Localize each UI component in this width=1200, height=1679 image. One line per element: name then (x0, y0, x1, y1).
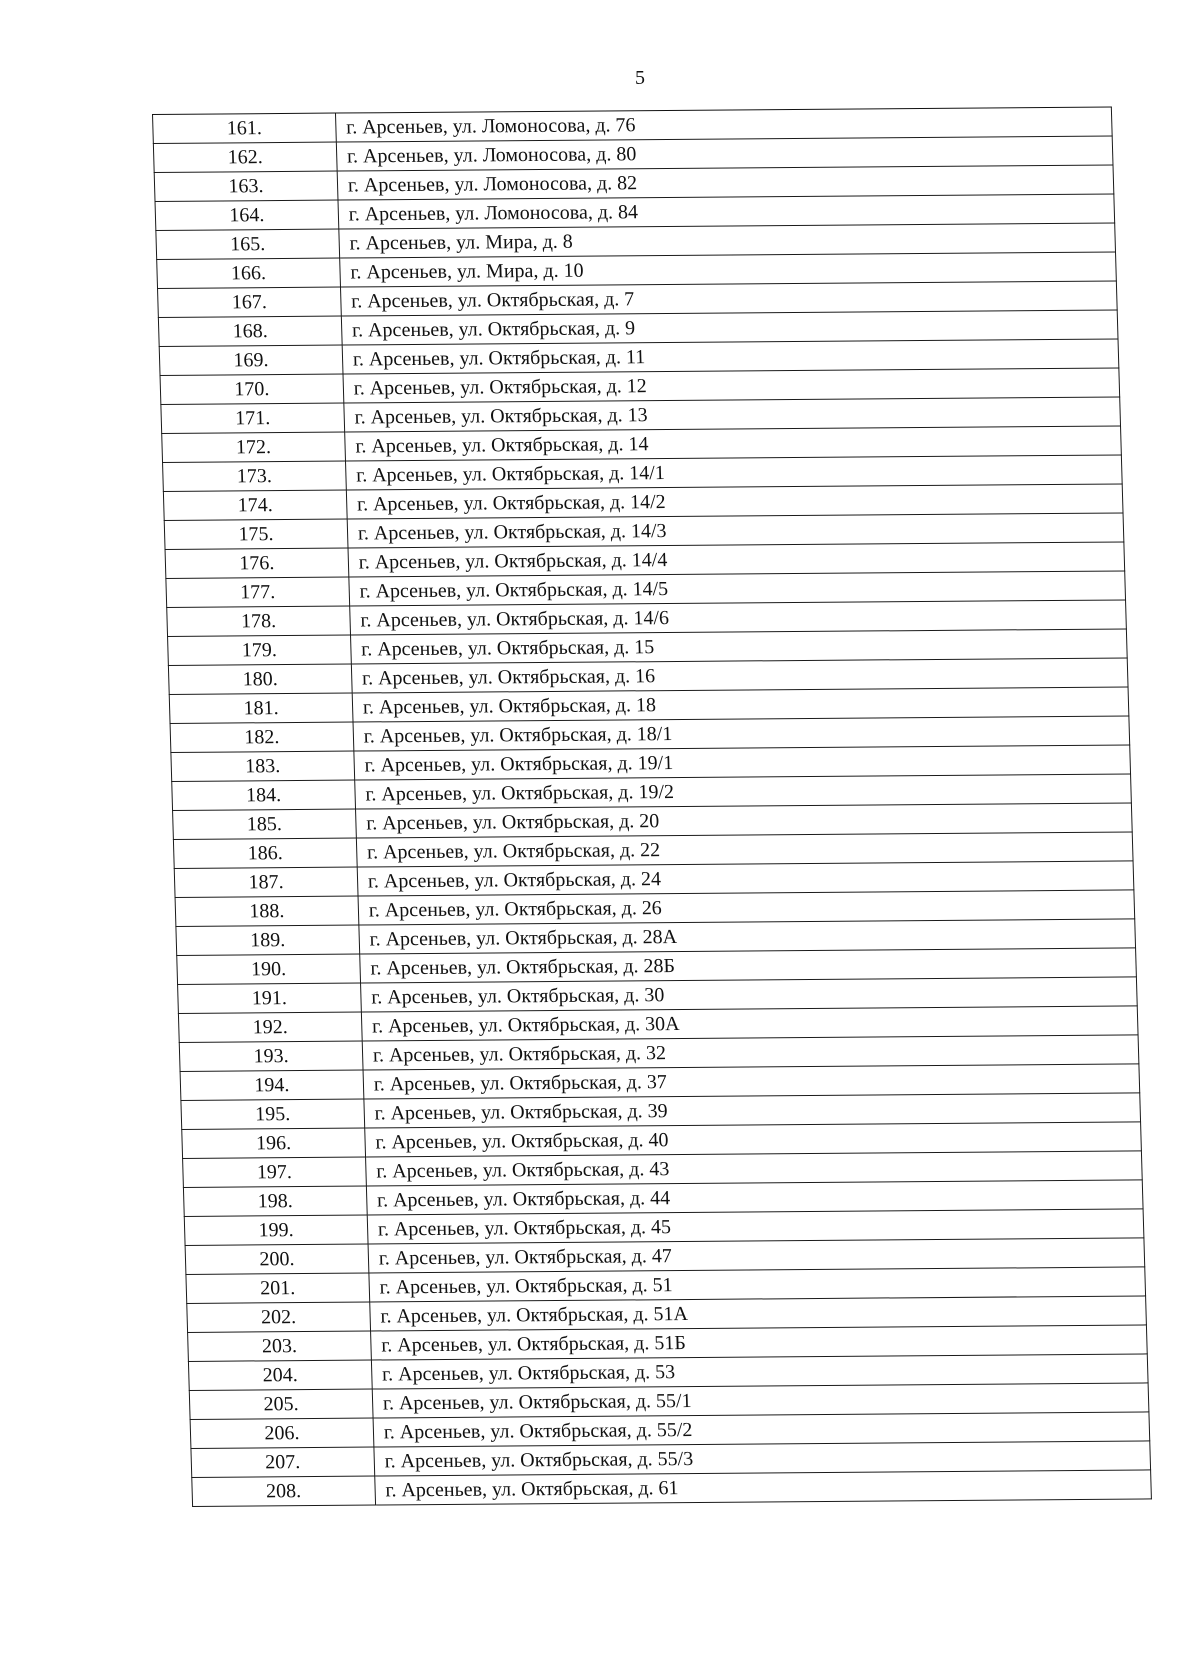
table-row (192, 1470, 1152, 1507)
row-number-cell: 208. (192, 1476, 376, 1506)
address-cell: г. Арсеньев, ул. Октябрьская, д. 45 (367, 1209, 1144, 1244)
row-number-cell: 202. (187, 1302, 371, 1332)
address-cell: г. Арсеньев, ул. Октябрьская, д. 39 (364, 1093, 1141, 1128)
address-cell: г. Арсеньев, ул. Октябрьская, д. 15 (350, 629, 1127, 664)
address-cell: г. Арсеньев, ул. Октябрьская, д. 11 (342, 339, 1119, 374)
row-number-cell: 174. (163, 490, 347, 520)
row-number-cell: 201. (186, 1273, 370, 1303)
row-number-cell: 188. (175, 896, 359, 926)
row-number-cell: 173. (163, 461, 347, 491)
address-cell: г. Арсеньев, ул. Октябрьская, д. 51А (370, 1296, 1147, 1331)
row-number-cell: 203. (188, 1331, 372, 1361)
row-number-cell: 200. (185, 1244, 369, 1274)
row-number-cell: 166. (157, 258, 341, 288)
row-number-cell: 205. (189, 1389, 373, 1419)
row-number-cell: 192. (178, 1012, 362, 1042)
address-cell: г. Арсеньев, ул. Октябрьская, д. 18 (352, 687, 1129, 722)
row-number-cell: 180. (168, 664, 352, 694)
row-number-cell: 176. (165, 548, 349, 578)
row-number-cell: 190. (177, 954, 361, 984)
row-number-cell: 183. (171, 751, 355, 781)
address-cell: г. Арсеньев, ул. Октябрьская, д. 9 (341, 310, 1118, 345)
address-cell: г. Арсеньев, ул. Октябрьская, д. 44 (366, 1180, 1143, 1215)
address-cell: г. Арсеньев, ул. Октябрьская, д. 51Б (370, 1325, 1147, 1360)
address-cell: г. Арсеньев, ул. Октябрьская, д. 40 (365, 1122, 1142, 1157)
address-cell: г. Арсеньев, ул. Октябрьская, д. 26 (358, 890, 1135, 925)
address-cell: г. Арсеньев, ул. Октябрьская, д. 14/6 (350, 600, 1127, 635)
address-cell: г. Арсеньев, ул. Октябрьская, д. 14/3 (347, 513, 1124, 548)
row-number-cell: 191. (178, 983, 362, 1013)
row-number-cell: 197. (183, 1157, 367, 1187)
address-cell: г. Арсеньев, ул. Октябрьская, д. 53 (371, 1354, 1148, 1389)
address-cell: г. Арсеньев, ул. Октябрьская, д. 30А (361, 1006, 1138, 1041)
row-number-cell: 189. (176, 925, 360, 955)
row-number-cell: 161. (153, 113, 337, 143)
row-number-cell: 165. (156, 229, 340, 259)
address-cell: г. Арсеньев, ул. Ломоносова, д. 84 (338, 194, 1115, 229)
address-cell: г. Арсеньев, ул. Октябрьская, д. 14/2 (346, 484, 1123, 519)
address-cell: г. Арсеньев, ул. Октябрьская, д. 14/1 (345, 455, 1122, 490)
address-cell: г. Арсеньев, ул. Октябрьская, д. 32 (362, 1035, 1139, 1070)
row-number-cell: 181. (169, 693, 353, 723)
row-number-cell: 187. (174, 867, 358, 897)
address-cell: г. Арсеньев, ул. Мира, д. 8 (339, 223, 1116, 258)
address-cell: г. Арсеньев, ул. Октябрьская, д. 14/5 (349, 571, 1126, 606)
row-number-cell: 163. (154, 171, 338, 201)
address-cell: г. Арсеньев, ул. Октябрьская, д. 51 (369, 1267, 1146, 1302)
row-number-cell: 194. (180, 1070, 364, 1100)
row-number-cell: 195. (181, 1099, 365, 1129)
address-cell: г. Арсеньев, ул. Октябрьская, д. 55/2 (373, 1412, 1150, 1447)
address-cell: г. Арсеньев, ул. Ломоносова, д. 76 (335, 107, 1112, 142)
row-number-cell: 185. (173, 809, 357, 839)
row-number-cell: 175. (164, 519, 348, 549)
address-cell: г. Арсеньев, ул. Октябрьская, д. 18/1 (353, 716, 1130, 751)
row-number-cell: 170. (160, 374, 344, 404)
row-number-cell: 207. (191, 1447, 375, 1477)
address-cell: г. Арсеньев, ул. Октябрьская, д. 19/2 (355, 774, 1132, 809)
row-number-cell: 199. (184, 1215, 368, 1245)
address-table (152, 106, 1152, 1506)
address-cell: г. Арсеньев, ул. Октябрьская, д. 16 (351, 658, 1128, 693)
row-number-cell: 177. (166, 577, 350, 607)
address-cell: г. Арсеньев, ул. Октябрьская, д. 55/1 (372, 1383, 1149, 1418)
row-number-cell: 186. (173, 838, 357, 868)
row-number-cell: 162. (153, 142, 337, 172)
address-cell: г. Арсеньев, ул. Октябрьская, д. 28А (359, 919, 1136, 954)
row-number-cell: 164. (155, 200, 339, 230)
row-number-cell: 172. (162, 432, 346, 462)
row-number-cell: 204. (188, 1360, 372, 1390)
address-cell: г. Арсеньев, ул. Ломоносова, д. 80 (336, 136, 1113, 171)
address-cell: г. Арсеньев, ул. Октябрьская, д. 28Б (360, 948, 1137, 983)
row-number-cell: 198. (183, 1186, 367, 1216)
address-cell: г. Арсеньев, ул. Октябрьская, д. 61 (375, 1470, 1152, 1505)
address-cell: г. Арсеньев, ул. Октябрьская, д. 13 (344, 397, 1121, 432)
address-cell: г. Арсеньев, ул. Мира, д. 10 (339, 252, 1116, 287)
address-cell: г. Арсеньев, ул. Октябрьская, д. 19/1 (354, 745, 1131, 780)
address-cell: г. Арсеньев, ул. Ломоносова, д. 82 (337, 165, 1114, 200)
address-cell: г. Арсеньев, ул. Октябрьская, д. 43 (365, 1151, 1142, 1186)
address-cell: г. Арсеньев, ул. Октябрьская, д. 7 (340, 281, 1117, 316)
row-number-cell: 167. (158, 287, 342, 317)
address-cell: г. Арсеньев, ул. Октябрьская, д. 14 (344, 426, 1121, 461)
row-number-cell: 179. (168, 635, 352, 665)
row-number-cell: 168. (158, 316, 342, 346)
row-number-cell: 182. (170, 722, 354, 752)
row-number-cell: 206. (190, 1418, 374, 1448)
row-number-cell: 193. (179, 1041, 363, 1071)
address-cell: г. Арсеньев, ул. Октябрьская, д. 20 (355, 803, 1132, 838)
row-number-cell: 184. (172, 780, 356, 810)
row-number-cell: 169. (159, 345, 343, 375)
address-cell: г. Арсеньев, ул. Октябрьская, д. 37 (363, 1064, 1140, 1099)
address-cell: г. Арсеньев, ул. Октябрьская, д. 22 (356, 832, 1133, 867)
row-number-cell: 171. (161, 403, 345, 433)
row-number-cell: 178. (167, 606, 351, 636)
table-body (153, 107, 1152, 1506)
address-cell: г. Арсеньев, ул. Октябрьская, д. 47 (368, 1238, 1145, 1273)
address-cell: г. Арсеньев, ул. Октябрьская, д. 30 (360, 977, 1137, 1012)
page-number: 5 (635, 67, 645, 89)
address-cell: г. Арсеньев, ул. Октябрьская, д. 14/4 (348, 542, 1125, 577)
address-cell: г. Арсеньев, ул. Октябрьская, д. 12 (343, 368, 1120, 403)
address-cell: г. Арсеньев, ул. Октябрьская, д. 55/3 (374, 1441, 1151, 1476)
address-cell: г. Арсеньев, ул. Октябрьская, д. 24 (357, 861, 1134, 896)
row-number-cell: 196. (182, 1128, 366, 1158)
